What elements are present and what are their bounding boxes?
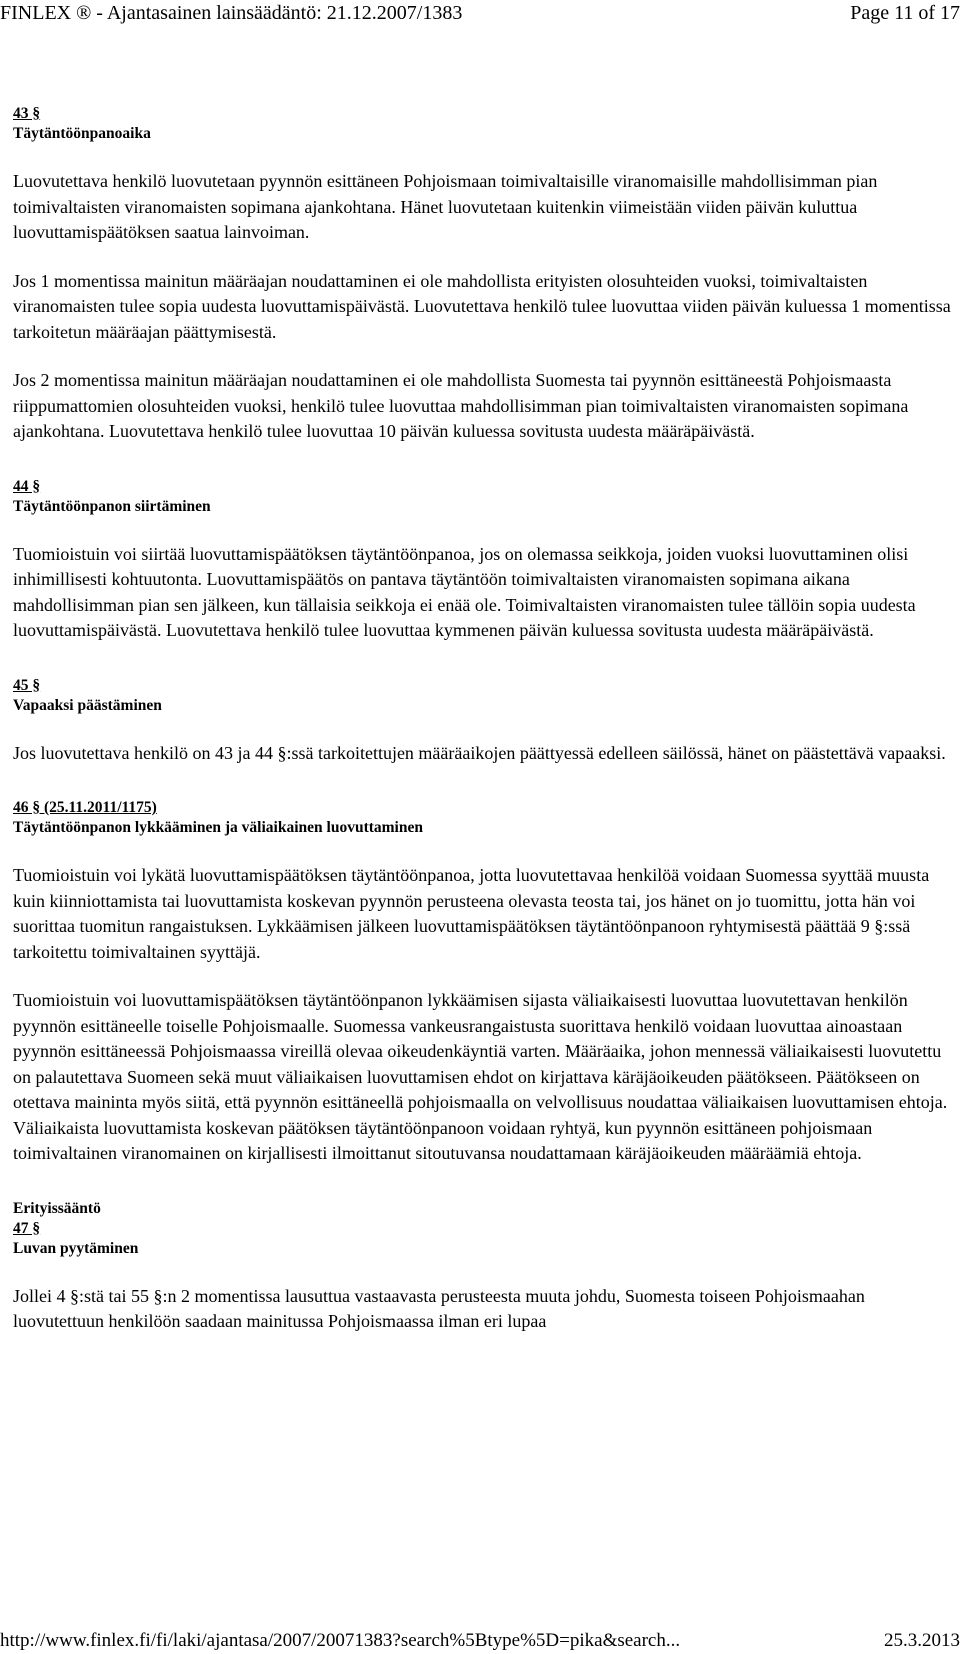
paragraph: Jos 1 momentissa mainitun määräajan noudattaminen ei ole mahdollista erityisten olosuhteiden vuoksi, toimivaltaisten viranomaisten tulee sopia uudesta luovuttamispäivästä. Luovutettava henkilö tulee luovuttaa viiden päivän kuluessa 1 momentissa tarkoitetun määräajan päättymisestä. [13, 270, 951, 342]
document-title: FINLEX ® - Ajantasainen lainsäädäntö: 21.12.2007/1383 [0, 2, 463, 24]
section-title: Vapaaksi päästäminen [13, 696, 162, 714]
paragraph: Jos luovutettava henkilö on 43 ja 44 §:ssä tarkoitettujen määräaikojen päättyessä edelleen säilössä, hänet on päästettävä vapaaksi. [13, 742, 946, 763]
document-body [13, 104, 953, 1367]
section-title: Täytäntöönpanoaika [13, 125, 151, 142]
section-title: Täytäntöönpanon lykkääminen ja väliaikainen luovuttaminen [13, 819, 423, 836]
section-title: Täytäntöönpanon siirtäminen [13, 497, 211, 515]
section-47 [13, 1199, 953, 1335]
paragraph: Tuomioistuin voi luovuttamispäätöksen täytäntöönpanon lykkäämisen sijasta väliaikaisesti luovuttaa luovutettavan henkilön pyynnön esittäneelle toiselle Pohjoismaalle. Suomessa vankeusrangaistusta suorittava henkilö voidaan luovuttaa ainoastaan pyynnön esittäneessä Pohjoismaassa vireillä olevaa oikeudenkäyntiä varten. Määräaika, johon mennessä väliaikaisesti luovutettu on palautettava Suomeen sekä muut väliaikaisen luovuttamisen ehdot on kirjattava käräjäoikeuden päätökseen. Päätökseen on otettava maininta myös siitä, että pyynnön esittäneellä pohjoismaalla on velvollisuus noudattaa väliaikaisen luovuttamisen ehtoja. Väliaikaista luovuttamista koskevan päätöksen täytäntöönpanoon voidaan ryhtyä, kun pyynnön esittäneen pohjoismaan toimivaltainen viranomainen on kirjallisesti ilmoittanut sitoutuvansa noudattamaan käräjäoikeuden määräämiä ehtoja. [13, 990, 948, 1163]
section-43 [13, 104, 953, 445]
paragraph: Jos 2 momentissa mainitun määräajan noudattaminen ei ole mahdollista Suomesta tai pyynnön esittäneestä Pohjoismaasta riippumattomien olosuhteiden vuoksi, henkilö tulee luovuttaa mahdollisimman pian toimivaltaisten viranomaisten sopimana ajankohtana. Luovutettava henkilö tulee luovuttaa 10 päivän kuluessa sovitusta uudesta määräpäivästä. [13, 370, 909, 441]
paragraph: Tuomioistuin voi lykätä luovuttamispäätöksen täytäntöönpanoa, jotta luovutettavaa henkilöä voidaan Suomessa syyttää muusta kuin kiinniottamista tai luovuttamista koskevan pyynnön perusteena olevasta teosta tai, jos hänet on jo tuomittu, jotta hän voi suorittaa tuomitun rangaistuksen. Lykkäämisen jälkeen luovuttamispäätöksen täytäntöönpanoon ryhtymisestä päättää 9 §:ssä tarkoitettu toimivaltainen syyttäjä. [13, 865, 930, 962]
section-number-link[interactable]: 45 § [13, 676, 41, 694]
section-number-link[interactable]: 43 § [13, 105, 41, 122]
section-number-link[interactable]: 44 § [13, 477, 41, 495]
section-number-link[interactable]: 47 § [13, 1219, 41, 1237]
paragraph: Jollei 4 §:stä tai 55 §:n 2 momentissa lausuttua vastaavasta perusteesta muuta johdu, Suomesta toiseen Pohjoismaahan luovutettuun henkilöön saadaan mainitussa Pohjoismaassa ilman eri lupaa [13, 1285, 865, 1331]
paragraph: Tuomioistuin voi siirtää luovuttamispäätöksen täytäntöönpanoa, jos on olemassa seikkoja, joiden vuoksi luovuttaminen olisi inhimillisesti kohtuutonta. Luovuttamispäätös on pantava täytäntöön toimivaltaisten viranomaisten sopimana aikana mahdollisimman pian sen jälkeen, kun tällaisia seikkoja ei enää ole. Toimivaltaisten viranomaisten tulee tällöin sopia uudesta luovuttamispäivästä. Luovutettava henkilö tulee luovuttaa kymmenen päivän kuluessa sovitusta uudesta määräpäivästä. [13, 543, 916, 640]
chapter-heading: Erityissääntö [13, 1199, 101, 1217]
source-url: http://www.finlex.fi/fi/laki/ajantasa/2007/20071383?search%5Btype%5D=pika&search... [0, 1630, 681, 1651]
print-date: 25.3.2013 [884, 1630, 960, 1651]
section-46 [13, 798, 953, 1167]
paragraph: Luovutettava henkilö luovutetaan pyynnön esittäneen Pohjoismaan toimivaltaisille viranomaisille mahdollisimman pian toimivaltaisten viranomaisten sopimana ajankohtana. Hänet luovutetaan kuitenkin viimeistään viiden päivän kuluttua luovuttamispäätöksen saatua lainvoiman. [13, 171, 878, 242]
page-number: Page 11 of 17 [850, 2, 960, 24]
page-footer [0, 1628, 960, 1654]
section-title: Luvan pyytäminen [13, 1239, 139, 1257]
section-44 [13, 477, 953, 644]
section-45 [13, 676, 953, 767]
page-header [0, 0, 960, 26]
section-number-link[interactable]: 46 § (25.11.2011/1175) [13, 799, 157, 816]
